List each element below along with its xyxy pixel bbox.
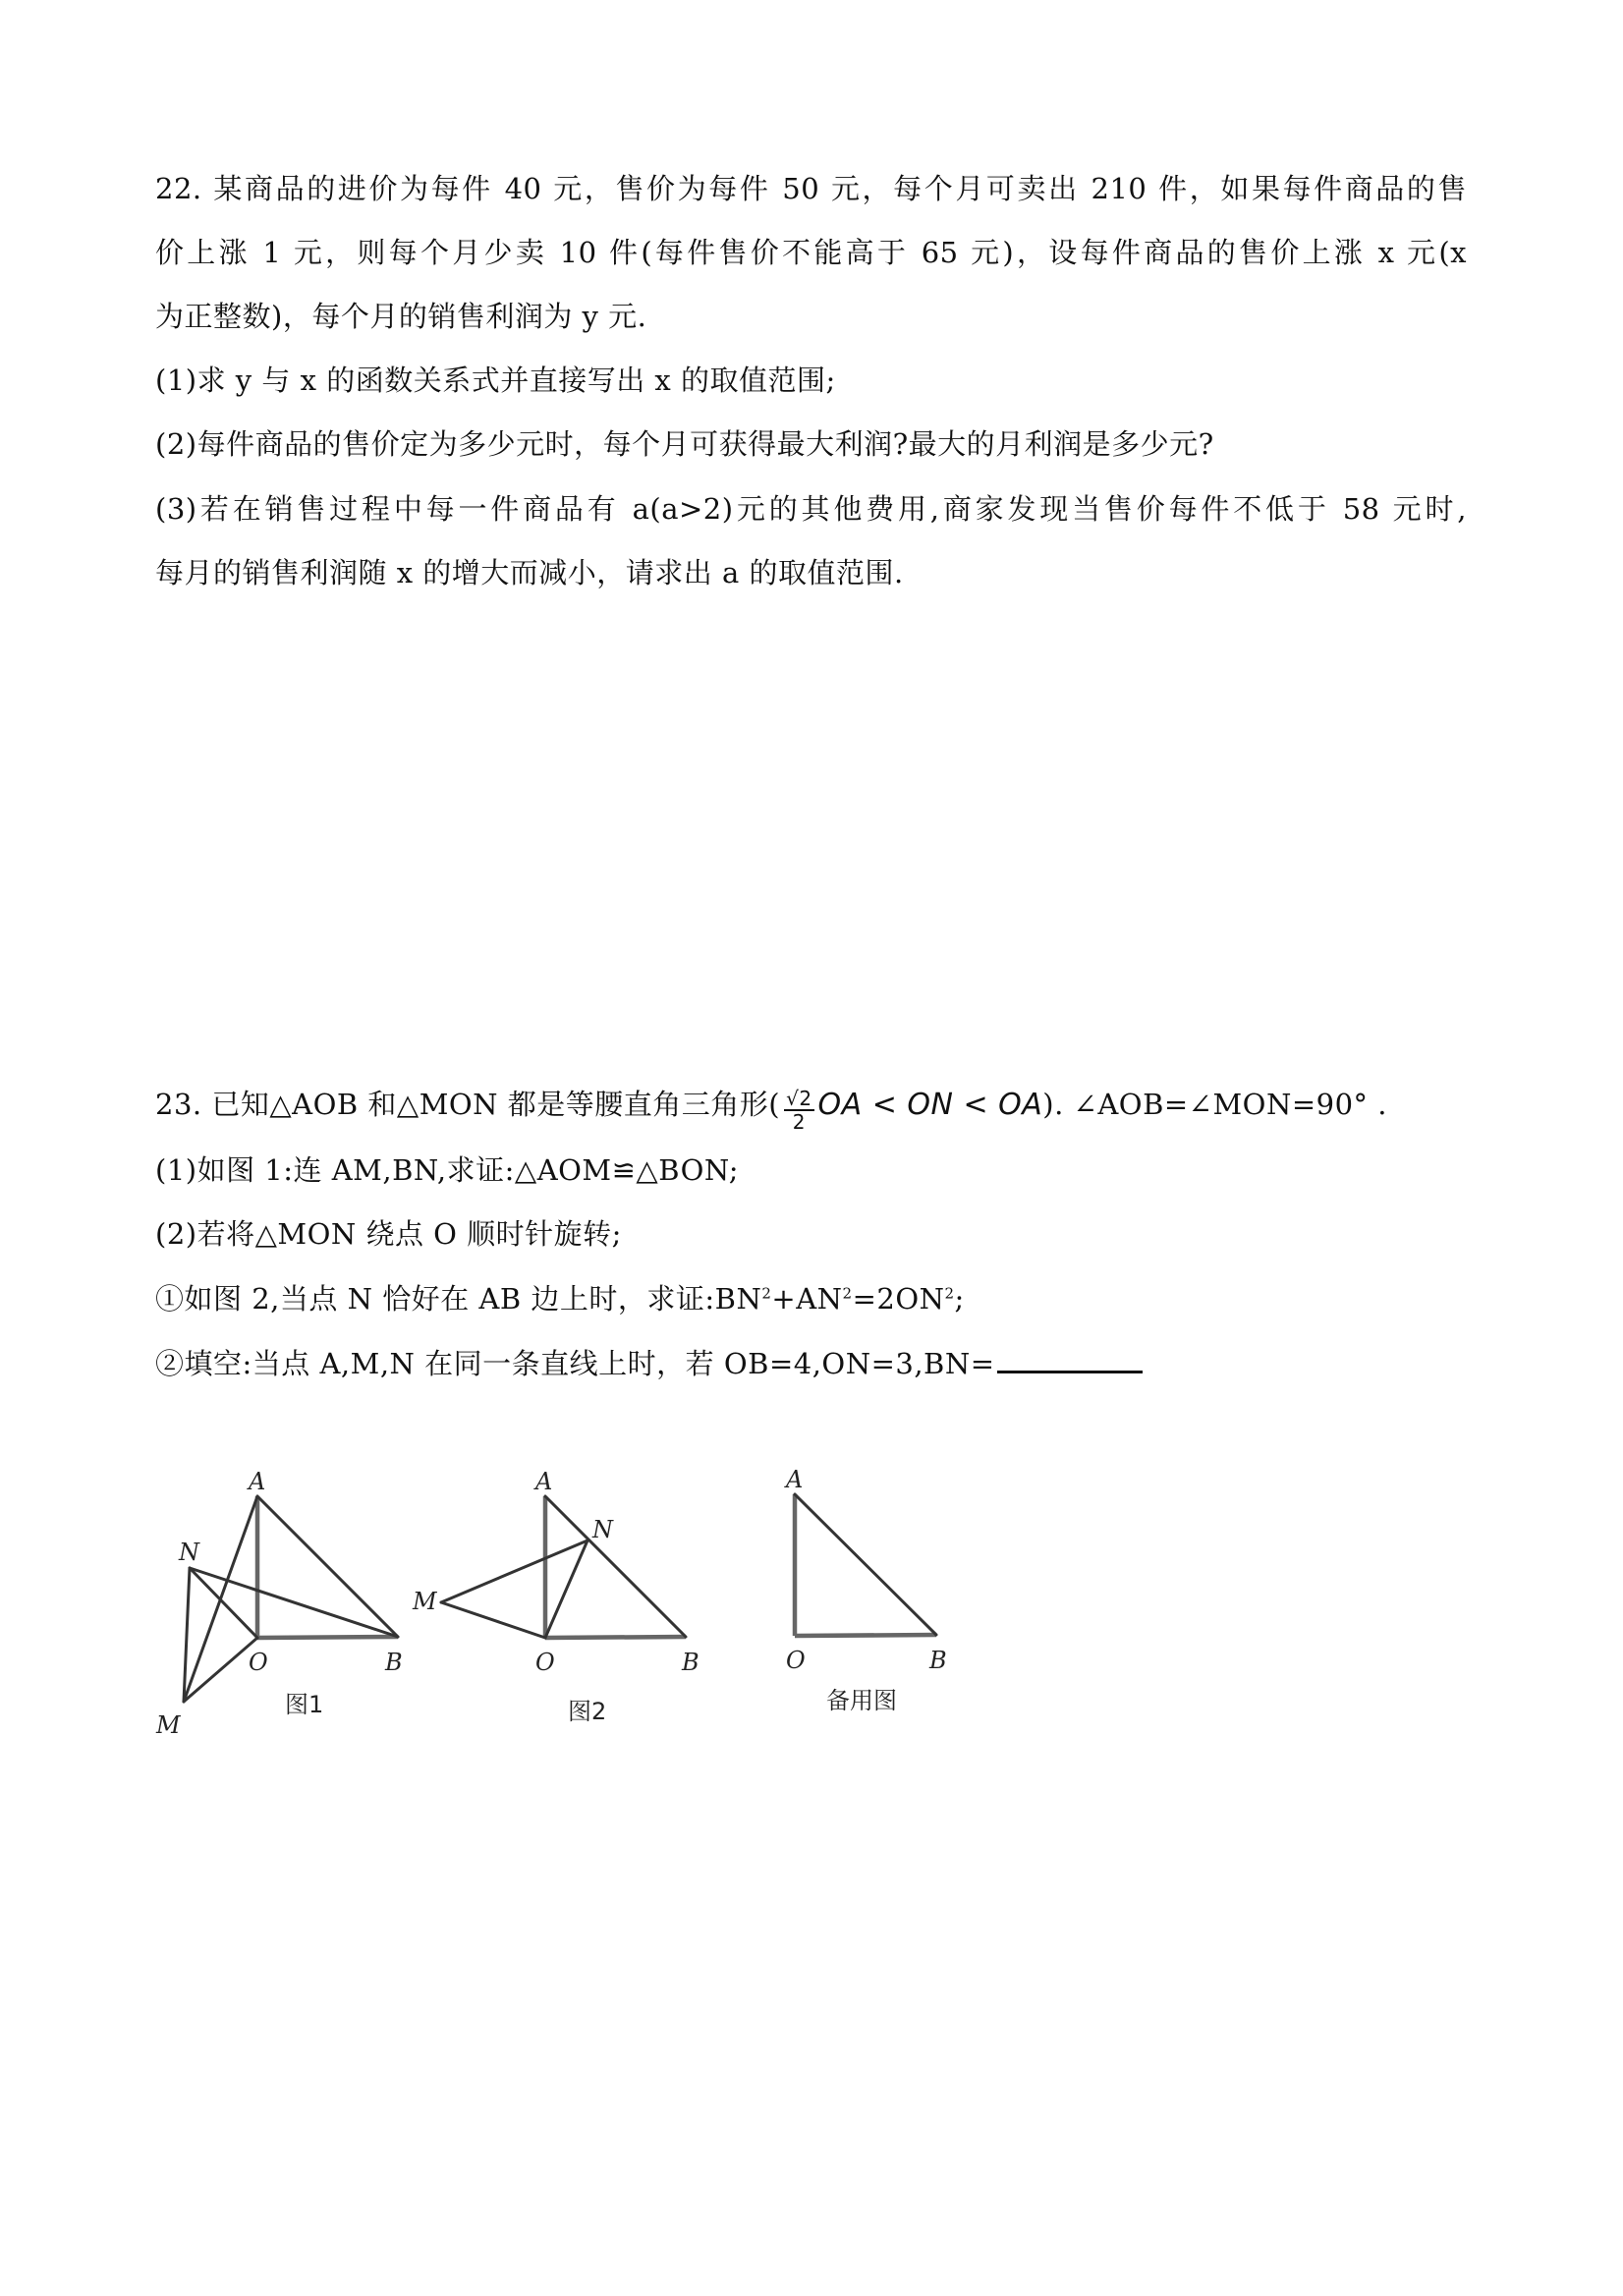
q22-stem-line-3: 为正整数)，每个月的销售利润为 y 元. [155,300,647,333]
fig2-label-O: O [535,1649,555,1676]
q22-stem-line-2: 价上涨 1 元，则每个月少卖 10 件(每件售价不能高于 65 元)，设每件商品的售价上涨 x 元(x [155,236,1467,269]
q23-sub-1-mid: +AN [771,1282,843,1316]
q23-sub-1-mid2: =2ON [852,1282,945,1316]
fig1-caption: 图1 [285,1691,324,1718]
fig3-caption: 备用图 [826,1687,897,1714]
fig3-label-A: A [786,1466,804,1493]
fig2-segment-OB [545,1637,686,1638]
q23-sub-1-suffix: ; [954,1282,965,1316]
fig3-label-B: B [929,1647,947,1674]
q22-part-2: (2)每件商品的售价定为多少元时，每个月可获得最大利润?最大的月利润是多少元? [155,427,1214,461]
q23-sub-1-sup-2: 2 [842,1284,853,1303]
fig1-label-N: N [179,1539,199,1566]
fig1-segment-AB [257,1496,398,1637]
q23-stem-prefix: 23. 已知△AOB 和△MON 都是等腰直角三角形( [155,1088,781,1121]
fig3-segment-OB [795,1635,936,1636]
fig2-label-M: M [413,1588,437,1615]
figure-2 [412,1468,700,1725]
q23-stem-suffix: ). ∠AOB=∠MON=90° . [1042,1088,1387,1121]
fig2-label-N: N [592,1516,613,1543]
fig2-label-B: B [682,1649,700,1676]
q23-sub-1-sup-1: 2 [761,1284,772,1303]
fig3-label-O: O [786,1647,806,1674]
q23-part-1: (1)如图 1:连 AM,BN,求证:△AOM≌△BON; [155,1153,739,1187]
figure-1 [155,1468,403,1739]
q23-sub-2-text: ②填空:当点 A,M,N 在同一条直线上时，若 OB=4,ON=3,BN= [155,1347,995,1380]
fig1-segment-OB [257,1637,398,1638]
fig2-label-A: A [535,1468,553,1495]
fig1-label-A: A [249,1468,266,1495]
q22-part-1: (1)求 y 与 x 的函数关系式并直接写出 x 的取值范围; [155,364,836,397]
fig1-label-M: M [156,1711,181,1739]
fig2-segment-AB [545,1496,686,1637]
fig2-segment-MO [441,1602,545,1638]
fig1-label-B: B [385,1649,403,1676]
q23-inequality: OA < ON < OA [817,1088,1043,1122]
fig2-caption: 图2 [568,1698,607,1725]
fig1-label-O: O [249,1649,268,1676]
q23-part-2: (2)若将△MON 绕点 O 顺时针旋转; [155,1217,622,1251]
q23-fraction-numerator: √2 [786,1087,812,1110]
q22-part-3-line-1: (3)若在销售过程中每一件商品有 a(a>2)元的其他费用,商家发现当售价每件不低于 58 元时, [155,492,1467,526]
q23-sub-1-sup-3: 2 [944,1284,955,1303]
q22-part-3-line-2: 每月的销售利润随 x 的增大而减小，请求出 a 的取值范围. [155,556,904,589]
fig1-segment-NM [184,1568,190,1702]
q23-sub-1-prefix: ①如图 2,当点 N 恰好在 AB 边上时，求证:BN [155,1282,762,1316]
q23-fraction-denominator: 2 [792,1110,806,1134]
fig3-segment-AB [795,1494,936,1635]
figure-3-spare [784,1466,947,1714]
q22-stem-line-1: 22. 某商品的进价为每件 40 元，售价为每件 50 元，每个月可卖出 210 件，如果每件商品的售 [155,172,1467,205]
